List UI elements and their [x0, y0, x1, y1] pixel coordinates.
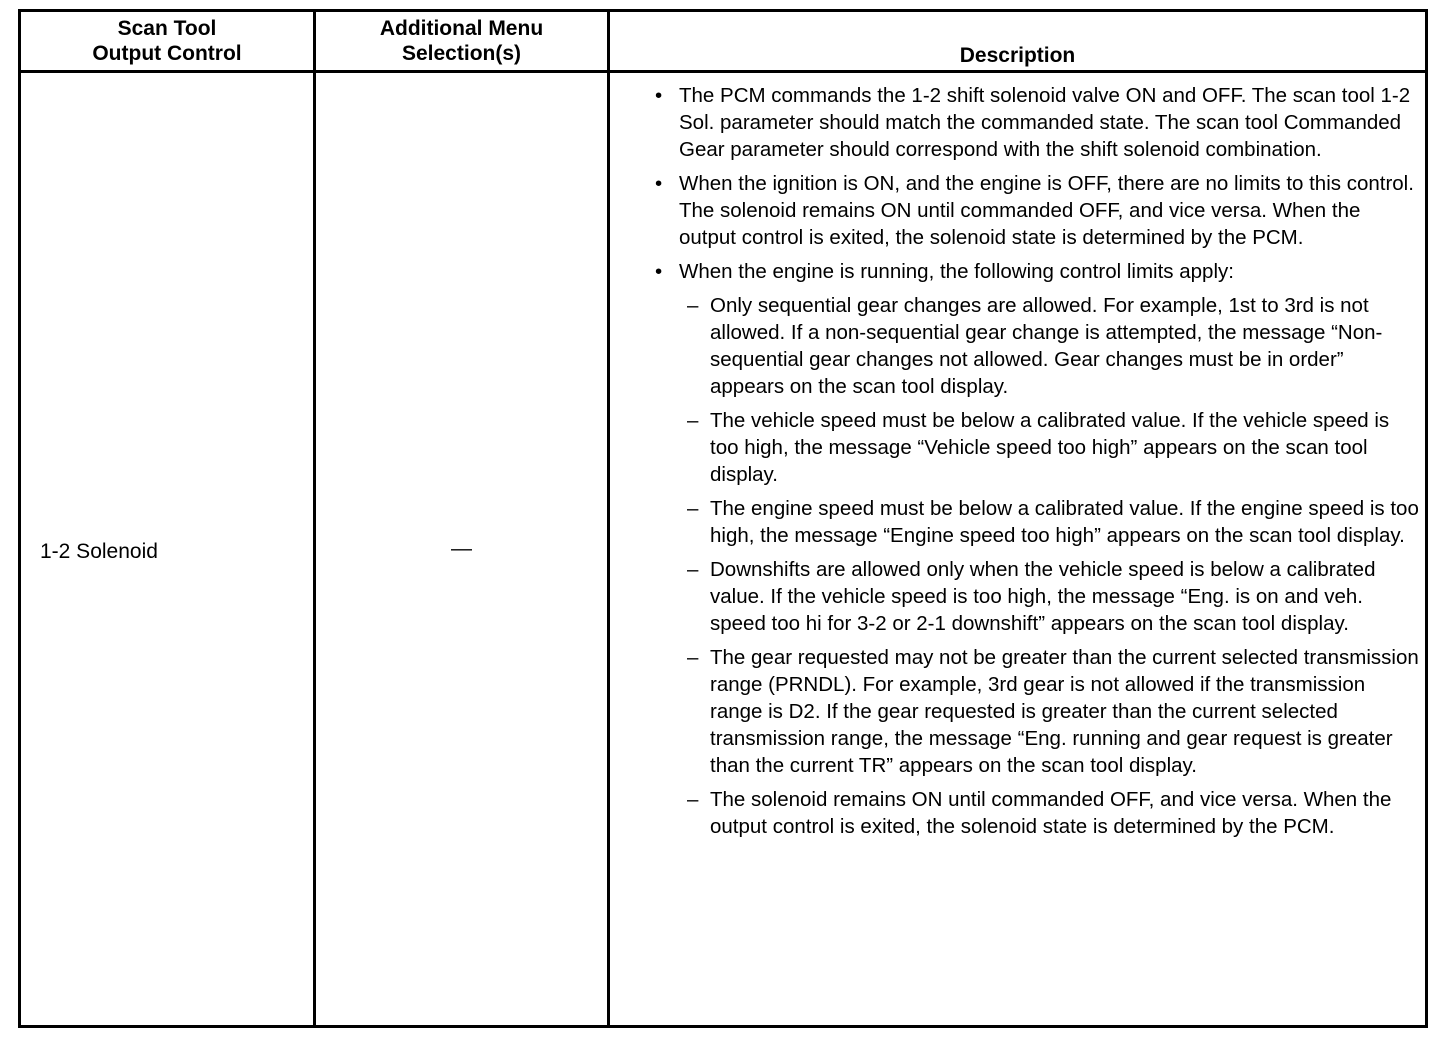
- description-bullet: [610, 170, 1419, 251]
- bullet-icon: •: [655, 260, 663, 283]
- description-bullet: [610, 258, 1419, 285]
- dash-icon: –: [687, 409, 699, 432]
- control-limit-item: [610, 786, 1419, 840]
- column-divider: [313, 12, 316, 1025]
- bullet-text: When the engine is running, the following control limits apply:: [679, 260, 1234, 283]
- control-limits-list: [610, 292, 1419, 840]
- bullet-icon: •: [655, 84, 663, 107]
- header-description: [610, 12, 1425, 70]
- header-text: Scan Tool: [117, 17, 217, 40]
- menu-selection-cell: —: [451, 537, 472, 560]
- dash-icon: –: [687, 497, 699, 520]
- control-limit-text: The gear requested may not be greater than the current selected transmission range (PRNDL). For example, 3rd gear is not allowed if the transmission range is D2. If the gear requested is greater than the current selected transmission range, the message “Eng. running and gear request is greater than the current TR” appears on the scan tool display.: [710, 646, 1419, 777]
- description-cell: [610, 82, 1419, 847]
- header-text: Output Control: [92, 42, 242, 65]
- dash-icon: –: [687, 788, 699, 811]
- output-control-table: [18, 9, 1428, 1028]
- control-limit-text: Downshifts are allowed only when the vehicle speed is below a calibrated value. If the vehicle speed is too high, the message “Eng. is on and veh. speed too hi for 3-2 or 2-1 downshift” appears on the scan tool display.: [710, 558, 1376, 635]
- control-limit-text: The solenoid remains ON until commanded OFF, and vice versa. When the output control is exited, the solenoid state is determined by the PCM.: [710, 788, 1392, 838]
- dash-icon: –: [687, 294, 699, 317]
- header-scan-tool-output-control: [21, 12, 313, 70]
- bullet-text: The PCM commands the 1-2 shift solenoid valve ON and OFF. The scan tool 1-2 Sol. parameter should match the commanded state. The scan tool Commanded Gear parameter should correspond with the shift solenoid combination.: [679, 84, 1411, 161]
- control-limit-item: [610, 495, 1419, 549]
- header-additional-menu-selections: [316, 12, 607, 70]
- control-limit-item: [610, 556, 1419, 637]
- description-bullet: [610, 82, 1419, 163]
- dash-icon: –: [687, 558, 699, 581]
- header-text: Description: [959, 44, 1076, 67]
- control-limit-text: The vehicle speed must be below a calibrated value. If the vehicle speed is too high, the message “Vehicle speed too high” appears on the scan tool display.: [710, 409, 1390, 486]
- header-divider: [21, 70, 1425, 73]
- bullet-text: When the ignition is ON, and the engine is OFF, there are no limits to this control. The solenoid remains ON until commanded OFF, and vice versa. When the output control is exited, the solenoid state is determined by the PCM.: [679, 172, 1414, 249]
- control-limit-text: The engine speed must be below a calibrated value. If the engine speed is too high, the message “Engine speed too high” appears on the scan tool display.: [710, 497, 1419, 547]
- header-text: Selection(s): [401, 42, 522, 65]
- control-limit-item: [610, 292, 1419, 400]
- dash-icon: –: [687, 646, 699, 669]
- control-limit-item: [610, 407, 1419, 488]
- control-limit-item: [610, 644, 1419, 779]
- output-control-cell: 1-2 Solenoid: [40, 540, 158, 563]
- header-text: Additional Menu: [379, 17, 544, 40]
- bullet-icon: •: [655, 172, 663, 195]
- control-limit-text: Only sequential gear changes are allowed. For example, 1st to 3rd is not allowed. If a non-sequential gear change is attempted, the message “Non-sequential gear changes not allowed. Gear changes must be in order” appears on the scan tool display.: [710, 294, 1383, 398]
